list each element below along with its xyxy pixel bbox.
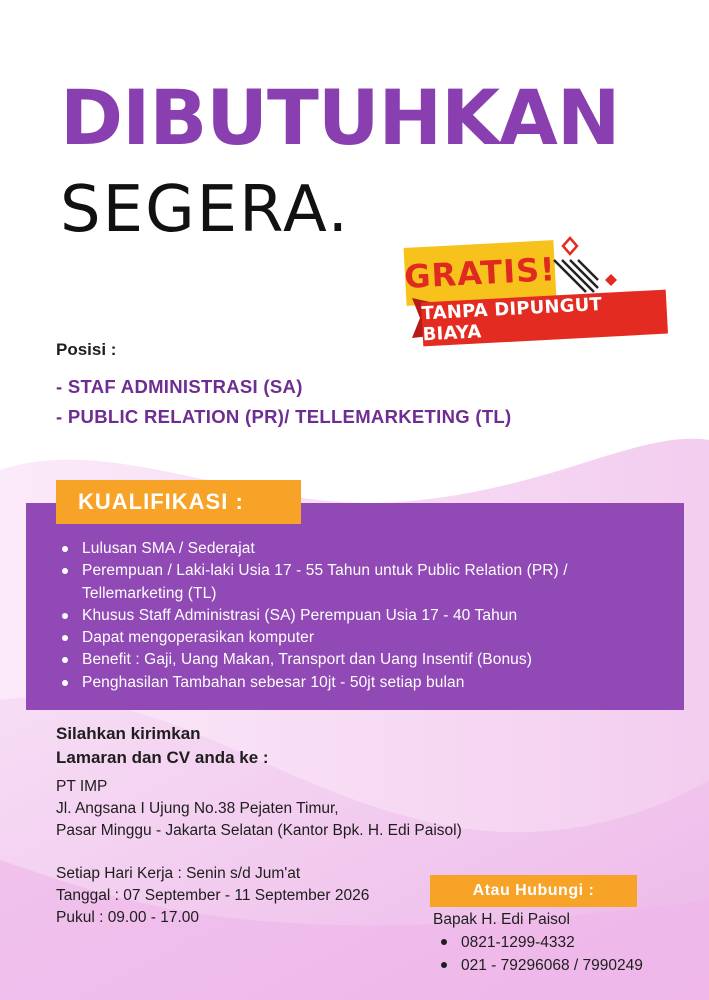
contact-name: Bapak H. Edi Paisol [433, 911, 570, 928]
kualifikasi-label: KUALIFIKASI : [56, 480, 301, 524]
diamond-sparkle-icon [560, 236, 580, 256]
hubungi-label: Atau Hubungi : [430, 875, 637, 907]
jadwal-pukul: Pukul : 09.00 - 17.00 [56, 909, 200, 926]
ribbon-label: TANPA DIPUNGUT BIAYA [421, 290, 668, 347]
posisi-list [56, 372, 511, 432]
kirim-line-1: Silahkan kirimkan [56, 724, 201, 743]
phone-number: 0821-1299-4332 [440, 931, 643, 954]
phone-list [440, 931, 643, 977]
jadwal-block [56, 863, 369, 929]
gratis-badge [400, 232, 690, 362]
posisi-item: - STAF ADMINISTRASI (SA) [56, 376, 303, 397]
kualifikasi-item: Benefit : Gaji, Uang Makan, Transport dan Uang Insentif (Bonus) [58, 649, 658, 671]
posisi-item: - PUBLIC RELATION (PR)/ TELLEMARKETING (TL) [56, 406, 512, 427]
posisi-label: Posisi : [56, 340, 117, 359]
kualifikasi-item: Khusus Staff Administrasi (SA) Perempuan Usia 17 - 40 Tahun [58, 605, 658, 627]
kualifikasi-item: Perempuan / Laki-laki Usia 17 - 55 Tahun untuk Public Relation (PR) / Tellemarketing (TL) [58, 560, 658, 605]
company-name: PT IMP [56, 778, 108, 795]
headline-segera: SEGERA. [60, 173, 350, 247]
headline-dibutuhkan: DIBUTUHKAN [60, 73, 620, 162]
kualifikasi-item: Dapat mengoperasikan komputer [58, 627, 658, 649]
small-diamond-icon [605, 274, 617, 286]
stripes-decoration-icon [552, 258, 600, 294]
kualifikasi-item: Penghasilan Tambahan sebesar 10jt - 50jt setiap bulan [58, 672, 658, 694]
gratis-label: GRATIS! [404, 240, 557, 306]
alamat-block [56, 776, 462, 842]
phone-number: 021 - 79296068 / 7990249 [440, 954, 643, 977]
street-address: Jl. Angsana I Ujung No.38 Pejaten Timur, [56, 800, 339, 817]
kualifikasi-item: Lulusan SMA / Sederajat [58, 538, 658, 560]
jadwal-tanggal: Tanggal : 07 September - 11 September 2026 [56, 887, 370, 904]
city-address: Pasar Minggu - Jakarta Selatan (Kantor Bpk. H. Edi Paisol) [56, 822, 462, 839]
outline-diamond-icon [650, 290, 666, 306]
jadwal-hari: Setiap Hari Kerja : Senin s/d Jum'at [56, 865, 301, 882]
kirim-instruction [56, 722, 269, 770]
kirim-line-2: Lamaran dan CV anda ke : [56, 748, 269, 767]
kualifikasi-list [58, 538, 658, 694]
